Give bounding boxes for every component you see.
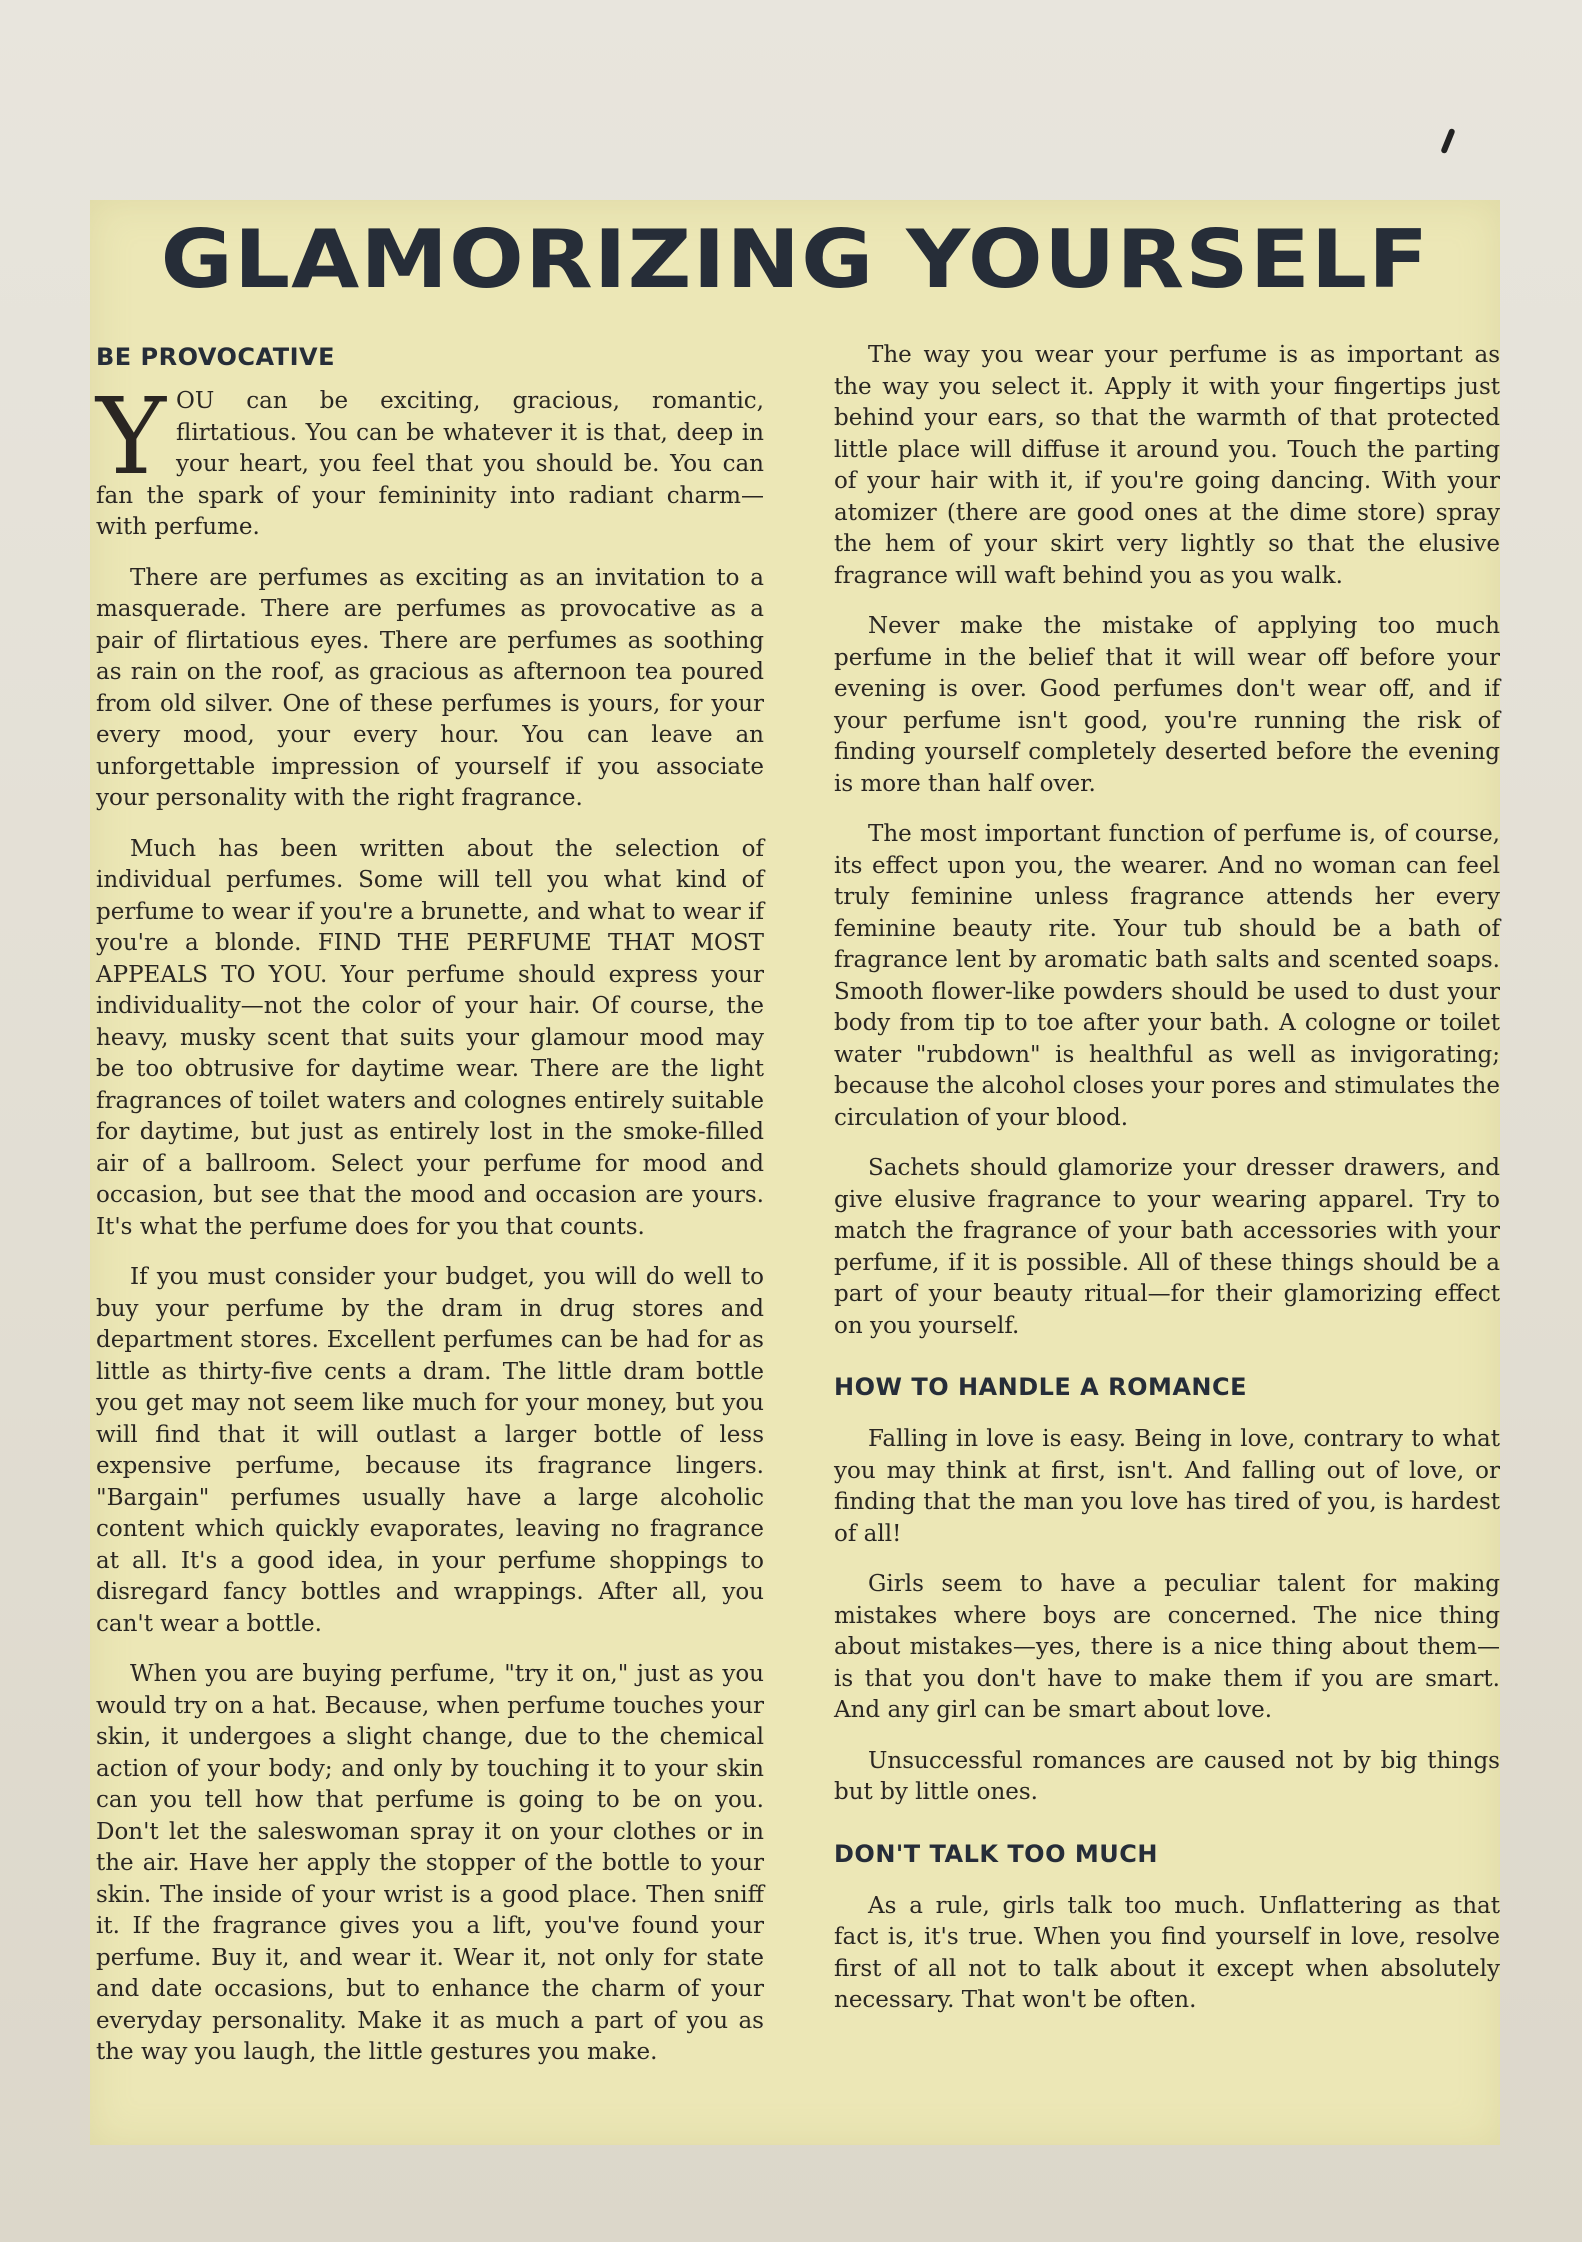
paragraph: Never make the mistake of applying too much perfume in the belief that it will wear off before your evening is over. Good perfumes don't wear off, and if your perfume isn't good, you're running the risk of finding yourself completely deserted before the evening is more than half over. xyxy=(834,613,1500,797)
drop-cap: Y xyxy=(96,375,166,498)
right-column xyxy=(834,340,1500,2036)
intro-paragraph xyxy=(96,375,764,544)
section-heading-be-provocative: BE PROVOCATIVE xyxy=(96,343,336,371)
page-title: GLAMORIZING YOURSELF xyxy=(160,213,1430,306)
paragraph: When you are buying perfume, "try it on," just as you would try on a hat. Because, when perfume touches your skin, it undergoes a slight change, due to the chemical action of your body; and only by touching it to your skin can you tell how that perfume is going to be on you. Don't let the saleswoman spray it on your clothes or in the air. Have her apply the stopper of the bottle to your skin. The inside of your wrist is a good place. Then sniff it. If the fragrance gives you a lift, you've found your perfume. Buy it, and wear it. Wear it, not only for state and date occasions, but to enhance the charm of your everyday personality. Make it as much a part of you as the way you laugh, the little gestures you make. xyxy=(96,1661,764,2065)
paragraph: There are perfumes as exciting as an invitation to a masquerade. There are perfumes as provocative as a pair of flirtatious eyes. There are perfumes as soothing as rain on the roof, as gracious as afternoon tea poured from old silver. One of these perfumes is yours, for your every mood, your every hour. You can leave an unforgettable impression of yourself if you associate your personality with the right fragrance. xyxy=(96,564,764,811)
paragraph: If you must consider your budget, you will do well to buy your perfume by the dram in drug stores and department stores. Excellent perfumes can be had for as little as thirty-five cents a dram. The little dram bottle you get may not seem like much for your money, but you will find that it will outlast a larger bottle of less expensive perfume, because its fragrance lingers. "Bargain" perfumes usually have a large alcoholic content which quickly evaporates, leaving no fragrance at all. It's a good idea, in your perfume shoppings to disregard fancy bottles and wrappings. After all, you can't wear a bottle. xyxy=(96,1264,764,1637)
paragraph: Girls seem to have a peculiar talent for making mistakes where boys are concerned. The nice thing about mistakes—yes, there is a nice thing about them—is that you don't have to make them if you are smart. And any girl can be smart about love. xyxy=(834,1571,1500,1723)
section-heading-romance: HOW TO HANDLE A ROMANCE xyxy=(834,1373,1248,1401)
intro-text: OU can be exciting, gracious, romantic, flirtatious. You can be whatever it is that, deep in your heart, you feel that you should be. You can fan the spark of your femininity into radiant charm—with perfume. xyxy=(96,388,764,540)
paragraph: Unsuccessful romances are caused not by big things but by little ones. xyxy=(834,1747,1500,1805)
left-column xyxy=(96,340,764,2088)
paragraph: The most important function of perfume is, of course, its effect upon you, the wearer. And no woman can feel truly feminine unless fragrance attends her every feminine beauty rite. Your tub should be a bath of fragrance lent by aromatic bath salts and scented soaps. Smooth flower-like powders should be used to dust your body from tip to toe after your bath. A cologne or toilet water "rubdown" is healthful as well as invigorating; because the alcohol closes your pores and stimulates the circulation of your blood. xyxy=(834,821,1500,1131)
paragraph: The way you wear your perfume is as important as the way you select it. Apply it with your fingertips just behind your ears, so that the warmth of that protected little place will diffuse it around you. Touch the parting of your hair with it, if you're going dancing. With your atomizer (there are good ones at the dime store) spray the hem of your skirt very lightly so that the elusive fragrance will waft behind you as you walk. xyxy=(834,342,1500,589)
section-heading-dont-talk: DON'T TALK TOO MUCH xyxy=(834,1839,1158,1868)
paragraph: Much has been written about the selection of individual perfumes. Some will tell you what kind of perfume to wear if you're a brunette, and what to wear if you're a blonde. FIND THE PERFUME THAT MOST APPEALS TO YOU. Your perfume should express your individuality—not the color of your hair. Of course, the heavy, musky scent that suits your glamour mood may be too obtrusive for daytime wear. There are the light fragrances of toilet waters and colognes entirely suitable for daytime, but just as entirely lost in the smoke-filled air of a ballroom. Select your perfume for mood and occasion, but see that the mood and occasion are yours. It's what the perfume does for you that counts. xyxy=(96,835,764,1240)
paragraph: As a rule, girls talk too much. Unflattering as that fact is, it's true. When you find yourself in love, resolve first of all not to talk about it except when absolutely necessary. That won't be often. xyxy=(834,1892,1500,2013)
paragraph: Falling in love is easy. Being in love, contrary to what you may think at first, isn't. And falling out of love, or finding that the man you love has tired of you, is hardest of all! xyxy=(834,1426,1500,1547)
paragraph: Sachets should glamorize your dresser drawers, and give elusive fragrance to your wearing apparel. Try to match the fragrance of your bath accessories with your perfume, if it is possible. All of these things should be a part of your beauty ritual—for their glamorizing effect on you yourself. xyxy=(834,1155,1500,1339)
